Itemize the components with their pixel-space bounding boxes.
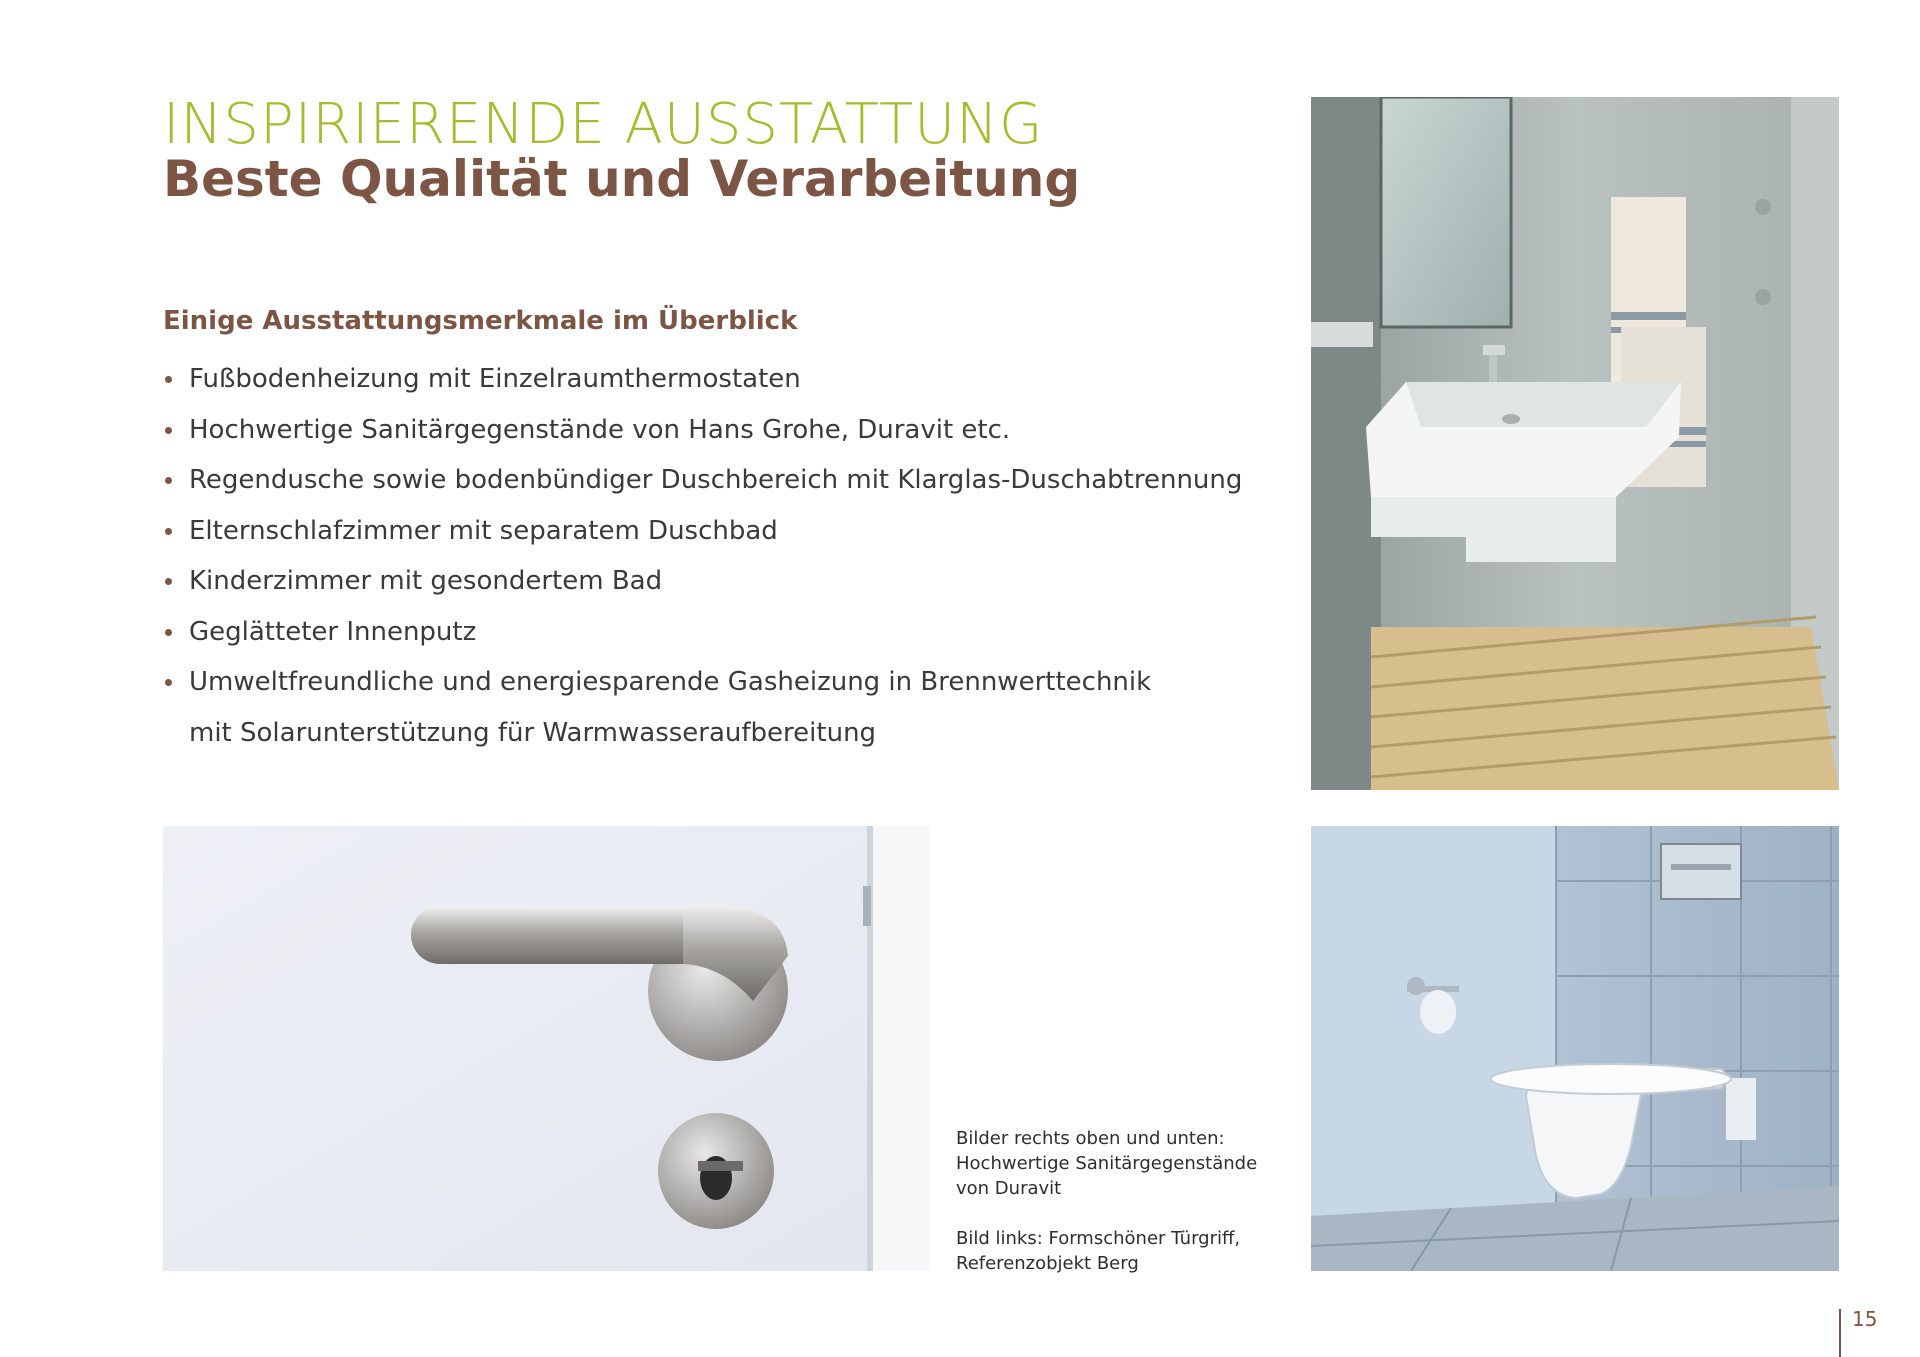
list-item [163, 657, 1183, 758]
features-list [163, 354, 1243, 758]
door-handle-photo [163, 826, 930, 1271]
list-item: Regendusche sowie bodenbündiger Duschbereich mit Klarglas-Duschabtrennung [163, 455, 1183, 506]
list-item: Elternschlafzimmer mit separatem Duschbad [163, 506, 1183, 557]
wall-hung-toilet-photo [1311, 826, 1839, 1271]
caption-line: Referenzobjekt Berg [956, 1253, 1139, 1274]
list-item-line: mit Solarunterstützung für Warmwasseraufbereitung [189, 717, 877, 748]
page-number: 15 [1852, 1307, 1878, 1331]
page-subtitle: Beste Qualität und Verarbeitung [163, 150, 1081, 208]
list-item: Hochwertige Sanitärgegenstände von Hans Grohe, Duravit etc. [163, 405, 1183, 456]
page-title: INSPIRIERENDE AUSSTATTUNG [163, 92, 1044, 157]
bathroom-washbasin-photo [1311, 97, 1839, 790]
list-item: Fußbodenheizung mit Einzelraumthermostaten [163, 354, 1183, 405]
caption-line: Bilder rechts oben und unten: [956, 1128, 1225, 1149]
image-caption [956, 1126, 1286, 1276]
caption-line: Hochwertige Sanitärgegenstände [956, 1153, 1258, 1174]
list-item: Geglätteter Innenputz [163, 607, 1183, 658]
page-number-divider [1839, 1309, 1841, 1357]
features-heading: Einige Ausstattungsmerkmale im Überblick [163, 306, 798, 336]
list-item: Kinderzimmer mit gesondertem Bad [163, 556, 1183, 607]
caption-line: von Duravit [956, 1178, 1062, 1199]
caption-line: Bild links: Formschöner Türgriff, [956, 1228, 1241, 1249]
list-item-line: Umweltfreundliche und energiesparende Gasheizung in Brennwerttechnik [189, 667, 1152, 697]
